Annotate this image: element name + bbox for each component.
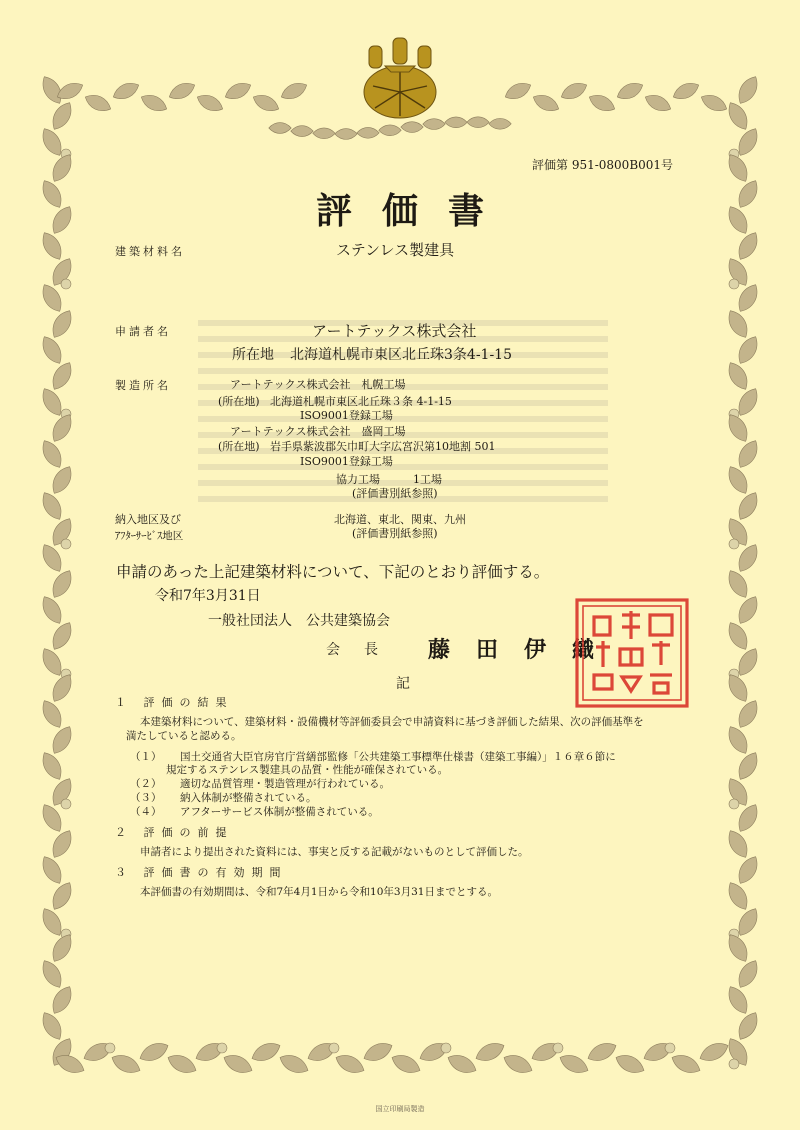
border-leaf [38, 749, 66, 783]
border-leaf [697, 1039, 731, 1065]
border-flower [729, 799, 739, 809]
factory-2-name: アートテックス株式会社 盛岡工場 [230, 425, 406, 438]
delivery-note: (評価書別紙参照) [352, 527, 438, 540]
border-leaf [724, 99, 752, 133]
border-leaf [734, 333, 762, 367]
border-leaf [313, 128, 335, 139]
border-leaf [38, 853, 66, 887]
border-leaf [250, 91, 281, 115]
partner-factory: 協力工場 1工場 [336, 473, 442, 486]
section-3-heading: ３ 評価書の有効期間 [115, 866, 288, 879]
applicant-label: 申請者名 [115, 325, 171, 338]
border-leaf [734, 749, 762, 783]
factory-2-address: 岩手県紫波郡矢巾町大字広宮沢第10地割 501 [270, 440, 496, 453]
border-leaf [82, 91, 113, 115]
border-leaf [48, 463, 76, 497]
section-1-para-line-2: 満たしていると認める。 [126, 730, 242, 742]
border-leaf [165, 1051, 199, 1077]
border-leaf [48, 307, 76, 341]
border-leaf [48, 567, 76, 601]
border-leaf [473, 1039, 507, 1065]
border-leaf [734, 73, 762, 107]
border-leaf [48, 983, 76, 1017]
border-flower [61, 799, 71, 809]
border-leaf [269, 123, 291, 134]
border-leaf [221, 1051, 255, 1077]
partner-note: (評価書別紙参照) [352, 487, 438, 500]
border-leaf [614, 79, 645, 103]
border-leaf [291, 126, 313, 137]
border-leaf [137, 1039, 171, 1065]
border-leaf [724, 567, 752, 601]
border-leaf [194, 91, 225, 115]
border-leaf [48, 619, 76, 653]
border-leaf [724, 463, 752, 497]
president-title: 会長 [326, 642, 402, 658]
border-leaf [734, 229, 762, 263]
item-2-number: （２） [130, 778, 162, 790]
issue-date: 令和7年3月31日 [155, 588, 261, 604]
official-seal-icon [574, 597, 690, 709]
border-leaf [585, 1039, 619, 1065]
border-leaf [724, 619, 752, 653]
border-leaf [333, 1051, 367, 1077]
border-leaf [109, 1051, 143, 1077]
item-4-number: （４） [130, 806, 162, 818]
item-3-text: 納入体制が整備されている。 [180, 792, 317, 804]
border-leaf [335, 129, 357, 140]
border-leaf [698, 91, 729, 115]
border-leaf [724, 307, 752, 341]
section-3-para: 本評価書の有効期間は、令和7年4月1日から令和10年3月31日までとする。 [140, 886, 498, 898]
evaluation-statement: 申請のあった上記建築材料について、下記のとおり評価する。 [116, 563, 550, 581]
applicant-name: アートテックス株式会社 [312, 322, 477, 340]
border-leaf [222, 79, 253, 103]
factory-2-iso: ISO9001登録工場 [300, 455, 393, 468]
section-2-heading: ２ 評価の前提 [115, 826, 234, 839]
certificate-number: 評価第 951-0800B001号 [532, 158, 674, 172]
border-leaf [734, 957, 762, 991]
section-2-para: 申請者により提出された資料には、事実と反する記載がないものとして評価した。 [140, 846, 529, 858]
border-leaf [38, 489, 66, 523]
border-flower [105, 1043, 115, 1053]
border-leaf [724, 723, 752, 757]
border-leaf [502, 79, 533, 103]
factory-1-iso: ISO9001登録工場 [300, 409, 393, 422]
border-leaf [48, 723, 76, 757]
border-leaf [670, 79, 701, 103]
factory-label: 製造所名 [115, 379, 171, 392]
border-leaf [110, 79, 141, 103]
border-flower [729, 279, 739, 289]
border-leaf [724, 827, 752, 861]
border-leaf [48, 99, 76, 133]
border-leaf [38, 697, 66, 731]
border-leaf [734, 437, 762, 471]
item-1-line-2: 規定するステンレス製建具の品質・性能が確保されている。 [166, 764, 449, 776]
border-leaf [558, 79, 589, 103]
paulownia-crest-icon [345, 30, 455, 130]
item-3-number: （３） [130, 792, 162, 804]
border-leaf [48, 359, 76, 393]
border-flower [441, 1043, 451, 1053]
border-leaf [642, 91, 673, 115]
material-value: ステンレス製建具 [336, 241, 455, 259]
border-leaf [734, 593, 762, 627]
applicant-address-label: 所在地 [232, 347, 274, 363]
president-name: 藤田伊織 [428, 637, 621, 663]
item-2-text: 適切な品質管理・製造管理が行われている。 [180, 778, 390, 790]
border-leaf [249, 1039, 283, 1065]
border-leaf [38, 957, 66, 991]
border-flower [553, 1043, 563, 1053]
border-leaf [38, 1009, 66, 1043]
organization-name: 一般社団法人 公共建築協会 [208, 613, 390, 629]
border-leaf [38, 229, 66, 263]
border-leaf [557, 1051, 591, 1077]
border-flower [729, 539, 739, 549]
border-leaf [38, 437, 66, 471]
border-leaf [467, 117, 489, 128]
border-leaf [361, 1039, 395, 1065]
border-leaf [669, 1051, 703, 1077]
factory-2-address-label: (所在地) [218, 440, 260, 453]
border-leaf [138, 91, 169, 115]
border-flower [61, 539, 71, 549]
factory-1-name: アートテックス株式会社 札幌工場 [230, 378, 406, 391]
item-4-text: アフターサービス体制が整備されている。 [180, 806, 379, 818]
border-leaf [48, 879, 76, 913]
border-leaf [38, 333, 66, 367]
border-leaf [734, 1009, 762, 1043]
border-leaf [734, 697, 762, 731]
printer-imprint: 国立印刷局製造 [375, 1105, 425, 1113]
border-leaf [489, 118, 511, 129]
ki-heading: 記 [396, 676, 410, 692]
border-leaf [734, 853, 762, 887]
border-leaf [277, 1051, 311, 1077]
border-leaf [724, 983, 752, 1017]
item-1-number: （１） [130, 751, 162, 763]
section-1-heading: １ 評価の結果 [115, 696, 234, 709]
material-label: 建築材料名 [115, 245, 185, 258]
border-leaf [530, 91, 561, 115]
delivery-label-1: 納入地区及び [115, 513, 181, 526]
section-1-para-line-1: 本建築材料について、建築材料・設備機材等評価委員会で申請資料に基づき評価した結果、次の評価基準を [140, 716, 644, 728]
delivery-label-2: ｱﾌﾀｰｻｰﾋﾞｽ地区 [115, 530, 184, 542]
applicant-address: 北海道札幌市東区北丘珠3条4-1-15 [290, 347, 512, 363]
border-flower [729, 1059, 739, 1069]
item-1-line-1: 国土交通省大臣官房官庁営繕部監修「公共建築工事標準仕様書（建築工事編）」１６章６節に [180, 751, 616, 763]
border-leaf [389, 1051, 423, 1077]
border-leaf [724, 359, 752, 393]
border-flower [665, 1043, 675, 1053]
border-leaf [48, 827, 76, 861]
border-leaf [613, 1051, 647, 1077]
border-leaf [501, 1051, 535, 1077]
factory-1-address: 北海道札幌市東区北丘珠３条 4-1-15 [270, 395, 452, 408]
border-flower [217, 1043, 227, 1053]
border-leaf [166, 79, 197, 103]
delivery-value: 北海道、東北、関東、九州 [334, 513, 466, 526]
factory-1-address-label: (所在地) [218, 395, 260, 408]
border-leaf [445, 1051, 479, 1077]
border-flower [61, 279, 71, 289]
border-leaf [38, 593, 66, 627]
border-leaf [734, 489, 762, 523]
border-leaf [278, 79, 309, 103]
border-leaf [724, 879, 752, 913]
document-title: 評価書 [315, 190, 514, 232]
border-leaf [586, 91, 617, 115]
border-flower [329, 1043, 339, 1053]
